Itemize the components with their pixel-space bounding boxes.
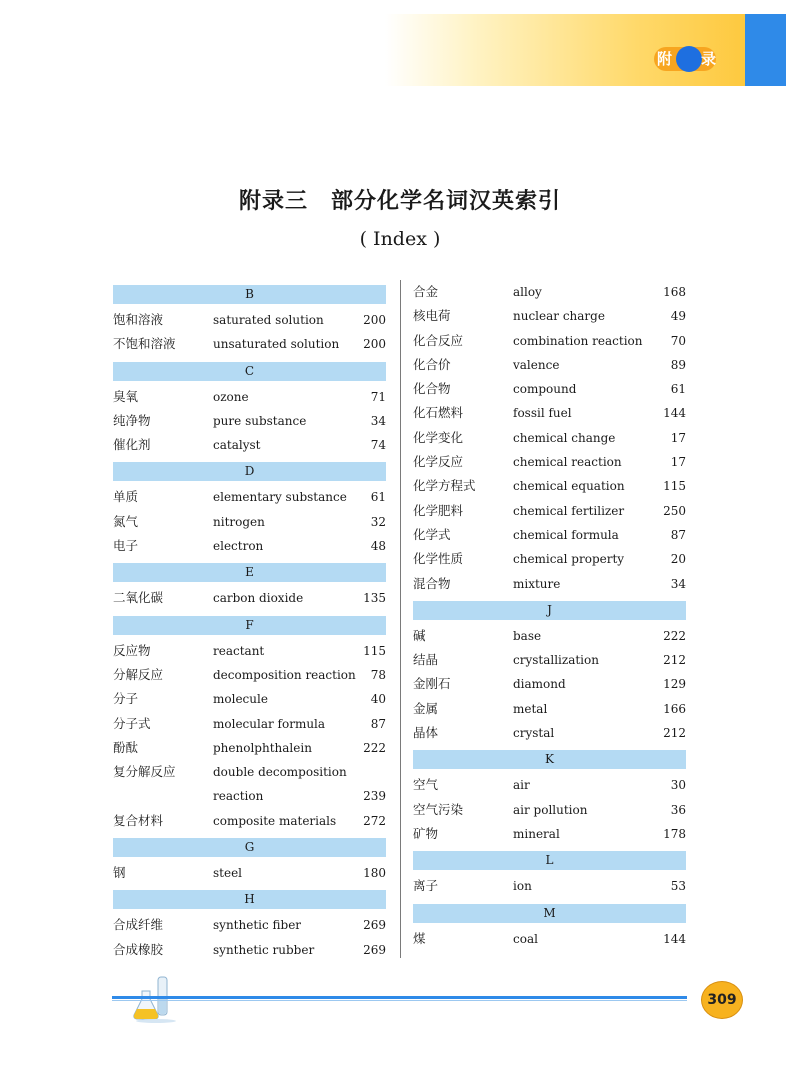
entry-english-term: composite materials xyxy=(213,813,337,828)
entry-page-number: 178 xyxy=(663,826,686,841)
entry-english-term: chemical change xyxy=(513,430,616,445)
letter-header-m: M xyxy=(413,904,686,923)
entry-page-number: 144 xyxy=(663,931,686,946)
entry-chinese-term: 离子 xyxy=(413,878,439,894)
letter-header-d: D xyxy=(113,462,386,481)
letter-header-j: J xyxy=(413,601,686,620)
entry-english-term: ion xyxy=(513,879,532,894)
index-entry xyxy=(413,874,686,898)
entry-chinese-term: 化学肥料 xyxy=(413,502,464,518)
entry-chinese-term: 分解反应 xyxy=(113,666,164,682)
index-entry xyxy=(113,784,386,808)
index-entry xyxy=(113,385,386,409)
entry-chinese-term: 电子 xyxy=(113,538,139,554)
entry-chinese-term: 纯净物 xyxy=(113,412,151,428)
entry-english-term: chemical fertilizer xyxy=(513,503,625,518)
entry-page-number: 212 xyxy=(663,726,686,741)
letter-header-g: G xyxy=(113,838,386,857)
entry-english-term: diamond xyxy=(513,677,566,692)
index-entry xyxy=(413,672,686,696)
entry-page-number: 74 xyxy=(370,438,386,453)
entry-english-term: catalyst xyxy=(213,438,261,453)
entry-chinese-term: 饱和溶液 xyxy=(113,312,164,327)
entry-page-number: 61 xyxy=(670,382,686,397)
entry-english-term: reactant xyxy=(213,643,265,658)
entry-english-term: air pollution xyxy=(513,802,588,817)
entry-page-number: 222 xyxy=(363,740,386,755)
page-title: 附录三 部分化学名词汉英索引 xyxy=(238,189,561,214)
entry-english-term: alloy xyxy=(513,285,542,299)
entry-english-term: chemical property xyxy=(513,552,625,567)
index-entry xyxy=(113,712,386,736)
page-subtitle: ( Index ) xyxy=(359,228,441,250)
entry-chinese-term: 化学式 xyxy=(413,526,451,542)
entry-english-term: phenolphthalein xyxy=(213,740,312,755)
index-entry xyxy=(113,861,386,885)
entry-chinese-term: 分子 xyxy=(113,691,139,707)
appendix-badge xyxy=(654,44,718,74)
entry-page-number: 70 xyxy=(670,333,686,348)
entry-page-number: 269 xyxy=(363,918,386,933)
entry-english-term: electron xyxy=(213,539,264,554)
entry-english-term: metal xyxy=(513,701,548,716)
index-entry xyxy=(113,586,386,610)
index-entry xyxy=(113,809,386,833)
entry-page-number: 272 xyxy=(363,813,386,828)
letter-header-e: E xyxy=(113,563,386,582)
entry-page-number: 250 xyxy=(663,503,686,518)
index-entry xyxy=(413,822,686,846)
index-entry xyxy=(113,639,386,663)
entry-english-term: air xyxy=(513,778,530,793)
entry-chinese-term: 碱 xyxy=(413,627,426,643)
entry-page-number: 239 xyxy=(363,789,386,804)
index-entry xyxy=(113,485,386,509)
entry-english-term: reaction xyxy=(213,789,264,804)
index-entry xyxy=(113,663,386,687)
entry-page-number: 200 xyxy=(363,337,386,352)
entry-page-number: 36 xyxy=(670,802,686,817)
entry-page-number: 129 xyxy=(663,677,686,692)
index-entry xyxy=(413,474,686,498)
entry-page-number: 40 xyxy=(370,692,386,707)
entry-chinese-term: 煤 xyxy=(413,930,426,946)
index-entry xyxy=(413,697,686,721)
entry-english-term: compound xyxy=(513,382,577,397)
index-entry xyxy=(413,547,686,571)
entry-english-term: chemical equation xyxy=(513,479,625,494)
index-entry xyxy=(413,773,686,797)
index-entry xyxy=(113,687,386,711)
entry-english-term: coal xyxy=(513,931,538,946)
entry-chinese-term: 空气 xyxy=(413,777,439,793)
badge-char-1: 附 xyxy=(657,50,673,68)
entry-chinese-term: 化合物 xyxy=(413,381,451,397)
header-blue-tab xyxy=(745,14,786,86)
index-entry xyxy=(413,401,686,425)
entry-page-number: 200 xyxy=(363,313,386,327)
footer-line-thin xyxy=(112,1000,687,1001)
entry-chinese-term: 化学方程式 xyxy=(413,478,476,494)
flask-icon xyxy=(132,975,180,1023)
entry-chinese-term: 混合物 xyxy=(413,575,451,591)
index-entry xyxy=(413,798,686,822)
entry-english-term: base xyxy=(513,628,542,643)
entry-page-number: 87 xyxy=(370,716,386,731)
entry-page-number: 49 xyxy=(670,309,686,324)
entry-chinese-term: 催化剂 xyxy=(113,437,151,453)
entry-page-number: 115 xyxy=(363,643,386,658)
index-entry xyxy=(113,433,386,457)
entry-chinese-term: 晶体 xyxy=(413,725,439,741)
index-entry xyxy=(413,499,686,523)
entry-english-term: fossil fuel xyxy=(513,406,572,421)
entry-english-term: molecule xyxy=(213,692,268,707)
entry-english-term: nuclear charge xyxy=(513,309,605,324)
index-entry xyxy=(113,760,386,784)
entry-english-term: double decomposition xyxy=(213,765,347,780)
entry-page-number: 87 xyxy=(670,527,686,542)
index-entry xyxy=(113,938,386,962)
entry-chinese-term: 单质 xyxy=(113,489,139,505)
entry-page-number: 144 xyxy=(663,406,686,421)
index-entry xyxy=(413,353,686,377)
entry-english-term: decomposition reaction xyxy=(213,667,356,682)
index-entry xyxy=(113,332,386,356)
index-entry xyxy=(113,308,386,332)
index-entry xyxy=(413,624,686,648)
entry-page-number: 180 xyxy=(363,866,386,881)
entry-chinese-term: 合成纤维 xyxy=(113,917,164,933)
entry-page-number: 53 xyxy=(670,879,686,894)
entry-english-term: mixture xyxy=(513,576,561,591)
index-entry xyxy=(113,736,386,760)
index-entry xyxy=(113,409,386,433)
entry-chinese-term: 矿物 xyxy=(413,825,439,841)
entry-chinese-term: 化学反应 xyxy=(413,454,464,470)
entry-chinese-term: 不饱和溶液 xyxy=(113,336,176,352)
entry-chinese-term: 反应物 xyxy=(113,642,151,658)
entry-page-number: 48 xyxy=(370,539,386,554)
column-divider xyxy=(400,280,401,958)
entry-chinese-term: 化合价 xyxy=(413,356,451,372)
entry-chinese-term: 合金 xyxy=(413,284,439,299)
entry-chinese-term: 化石燃料 xyxy=(413,405,464,421)
entry-english-term: nitrogen xyxy=(213,514,265,529)
index-entry xyxy=(413,523,686,547)
letter-header-h: H xyxy=(113,890,386,909)
entry-chinese-term: 分子式 xyxy=(113,715,151,731)
entry-english-term: pure substance xyxy=(213,413,307,428)
entry-chinese-term: 金属 xyxy=(413,700,439,716)
entry-chinese-term: 臭氧 xyxy=(113,388,139,404)
entry-english-term: unsaturated solution xyxy=(213,337,340,352)
entry-english-term: chemical reaction xyxy=(513,455,622,470)
entry-chinese-term: 空气污染 xyxy=(413,801,464,817)
entry-page-number: 17 xyxy=(670,455,686,470)
entry-page-number: 17 xyxy=(670,430,686,445)
entry-english-term: steel xyxy=(213,866,243,881)
entry-page-number: 61 xyxy=(370,490,386,505)
badge-char-2: 录 xyxy=(701,50,717,68)
index-entry xyxy=(413,721,686,745)
entry-english-term: synthetic rubber xyxy=(213,942,315,957)
entry-english-term: mineral xyxy=(513,826,560,841)
entry-chinese-term: 化合反应 xyxy=(413,332,464,348)
badge-dot xyxy=(676,46,702,72)
entry-page-number: 166 xyxy=(663,701,686,716)
index-entry xyxy=(113,510,386,534)
entry-page-number: 222 xyxy=(663,628,686,643)
entry-page-number: 32 xyxy=(370,514,386,529)
index-entry xyxy=(113,534,386,558)
entry-page-number: 115 xyxy=(663,479,686,494)
page-number: 309 xyxy=(701,981,743,1019)
index-column-right xyxy=(413,280,686,951)
letter-header-c: C xyxy=(113,362,386,381)
entry-chinese-term: 钢 xyxy=(113,865,126,881)
entry-page-number: 212 xyxy=(663,653,686,668)
entry-chinese-term: 氮气 xyxy=(113,513,139,529)
entry-page-number: 30 xyxy=(670,778,686,793)
index-entry xyxy=(113,913,386,937)
entry-english-term: valence xyxy=(513,357,560,372)
letter-header-l: L xyxy=(413,851,686,870)
entry-english-term: crystal xyxy=(513,726,555,741)
entry-page-number: 20 xyxy=(670,552,686,567)
entry-english-term: chemical formula xyxy=(513,527,619,542)
index-entry xyxy=(413,648,686,672)
entry-english-term: combination reaction xyxy=(513,333,643,348)
entry-chinese-term: 二氧化碳 xyxy=(113,590,164,606)
entry-chinese-term: 合成橡胶 xyxy=(113,941,164,957)
entry-chinese-term: 化学变化 xyxy=(413,429,464,445)
index-entry xyxy=(413,329,686,353)
index-entry xyxy=(413,280,686,304)
entry-chinese-term: 结晶 xyxy=(413,652,439,668)
entry-chinese-term: 金刚石 xyxy=(413,676,451,692)
index-entry xyxy=(413,304,686,328)
entry-english-term: synthetic fiber xyxy=(213,918,302,933)
entry-english-term: molecular formula xyxy=(213,716,326,731)
index-column-left xyxy=(113,280,386,962)
entry-chinese-term: 核电荷 xyxy=(413,308,451,324)
entry-page-number: 34 xyxy=(370,413,386,428)
footer-line xyxy=(112,996,687,999)
letter-header-b: B xyxy=(113,285,386,304)
entry-page-number: 78 xyxy=(370,667,386,682)
entry-chinese-term: 酚酞 xyxy=(113,739,139,755)
index-entry xyxy=(413,426,686,450)
entry-chinese-term: 复分解反应 xyxy=(113,764,176,780)
entry-english-term: elementary substance xyxy=(213,490,347,505)
entry-chinese-term: 化学性质 xyxy=(413,551,464,567)
index-entry xyxy=(413,450,686,474)
letter-header-f: F xyxy=(113,616,386,635)
entry-english-term: crystallization xyxy=(513,653,599,668)
entry-page-number: 269 xyxy=(363,942,386,957)
entry-chinese-term: 复合材料 xyxy=(113,812,164,828)
entry-english-term: ozone xyxy=(213,389,249,404)
letter-header-k: K xyxy=(413,750,686,769)
entry-page-number: 89 xyxy=(670,357,686,372)
entry-page-number: 135 xyxy=(363,591,386,606)
entry-page-number: 168 xyxy=(663,285,686,299)
entry-english-term: saturated solution xyxy=(213,313,324,327)
entry-page-number: 34 xyxy=(670,576,686,591)
index-entry xyxy=(413,377,686,401)
entry-english-term: carbon dioxide xyxy=(213,591,304,606)
index-entry xyxy=(413,927,686,951)
entry-page-number: 71 xyxy=(370,389,386,404)
index-entry xyxy=(413,572,686,596)
